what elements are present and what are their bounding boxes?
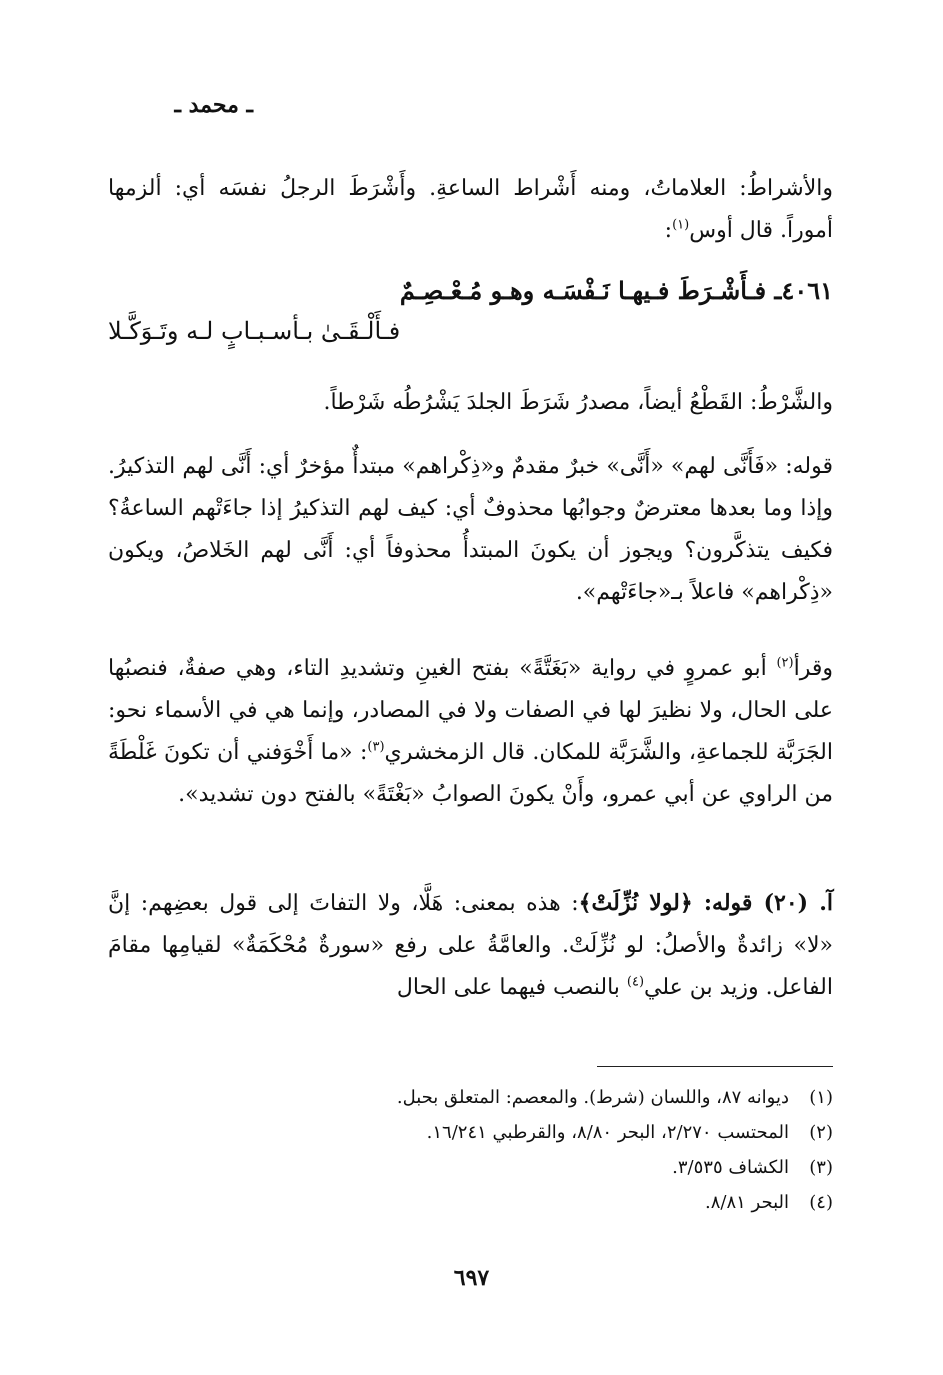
paragraph-verse-20 [108,882,833,1009]
verse-number: ٤٠٦١ـ [774,276,833,305]
footnote-text: البحر ٨/٨١. [704,1192,789,1213]
footnotes-section [108,1080,833,1220]
paragraph-text: : «ما أَخْوَفني أن تكونَ غَلْطَةً من الراوي عن أبي عمرو، وأَنْ يكونَ الصوابُ «بَغْتَةً» بالفتح دون تشديد». [108,740,833,807]
paragraph-ashrat [108,168,833,252]
footnote-ref-4[interactable]: (٤) [626,974,645,990]
paragraph-text: بالنصب فيهما على الحال [396,975,627,1000]
verse-line-2 [108,312,833,350]
footnote-number: (٣) [809,1157,833,1178]
running-header: ـ محمد ـ [174,92,253,118]
paragraph-text: وقرأ [793,656,833,681]
footnote-ref-1[interactable]: (١) [672,217,690,233]
footnote-1 [108,1080,833,1115]
verse-line-1 [108,272,833,310]
footnote-divider [597,1066,833,1067]
paragraph-text: أبو عمروٍ في رواية «بَغَتَّةً» بفتح الغينِ وتشديدِ التاء، وهي صفةٌ، فنصبُها على الحال، ولا نظيرَ لها في الصفات ولا في المصادر، وإنما هي في الأسماء نحو: الجَرَبَّة للجماعةِ، والشَّرَبَّة للمكان. قال الزمخشري [108,656,833,765]
verse-label: آ. (٢٠) قوله: ﴿لولا نُزِّلَتْ﴾ [578,890,833,916]
footnote-text: المحتسب ٢/٢٧٠، البحر ٨/٨٠، والقرطبي ١٦/٢٤١. [426,1122,789,1143]
footnote-number: (١) [809,1087,833,1108]
paragraph-text: والأشراطُ: العلاماتُ، ومنه أَشْراط الساعةِ. وأَشْرَطَ الرجلُ نفسَه أي: ألزمها أموراً. قال أوس [108,176,833,243]
footnote-ref-3[interactable]: (٣) [367,739,385,755]
paragraph-anna-lahum: قوله: «فَأَنَّى لهم» «أَنَّى» خبرٌ مقدمٌ و«ذِكْراهم» مبتدأٌ مؤخرٌ أي: أَنَّى لهم التذكيرُ. وإذا وما بعدها معترضٌ وجوابُها محذوفٌ أي: كيف لهم التذكيرُ إذا جاءَتْهم الساعةُ؟ فكيف يتذكَّرون؟ ويجوز أن يكونَ المبتدأُ محذوفاً أي: أَنَّى لهم الخَلاصُ، ويكون «ذِكْراهم» فاعلاً بـ«جاءَتْهم». [108,454,833,605]
paragraph-text: : هذه بمعنى: هَلَّا، ولا التفاتَ إلى قول بعضِهم: إنَّ «لا» زائدةٌ والأصلُ: لو نُزِّلَتْ. والعامَّةُ على رفع «سورةٌ مُحْكَمَةٌ» لقيامِها مقامَ الفاعل. وزيد بن علي [108,891,833,1000]
verse-hemistich-2: فـأَلْـقَـىٰ بـأسـبـابٍ لـه وتَـوَكَّـلا [108,317,401,345]
footnote-4 [108,1185,833,1220]
footnote-text: الكشاف ٣/٥٣٥. [672,1157,789,1178]
footnote-2 [108,1115,833,1150]
paragraph-shart: والشَّرْطُ: القَطْعُ أيضاً، مصدرُ شَرَطَ الجلدَ يَشْرُطُه شَرْطاً. [323,390,833,415]
footnote-number: (٢) [809,1122,833,1143]
paragraph-text: : [664,218,673,243]
footnote-number: (٤) [809,1192,833,1213]
footnote-ref-2[interactable]: (٢) [776,655,794,671]
paragraph-qiraa [108,648,833,816]
footnote-text: ديوانه ٨٧، واللسان (شرط). والمعصم: المتعلق بحبل. [396,1087,789,1108]
verse-hemistich-1: فـأَشْـرَطَ فـيهـا نَـفْسَـه وهـو مُـعْـصِـمٌ [399,276,767,305]
page-number: ٦٩٧ [453,1265,490,1291]
footnote-3 [108,1150,833,1185]
